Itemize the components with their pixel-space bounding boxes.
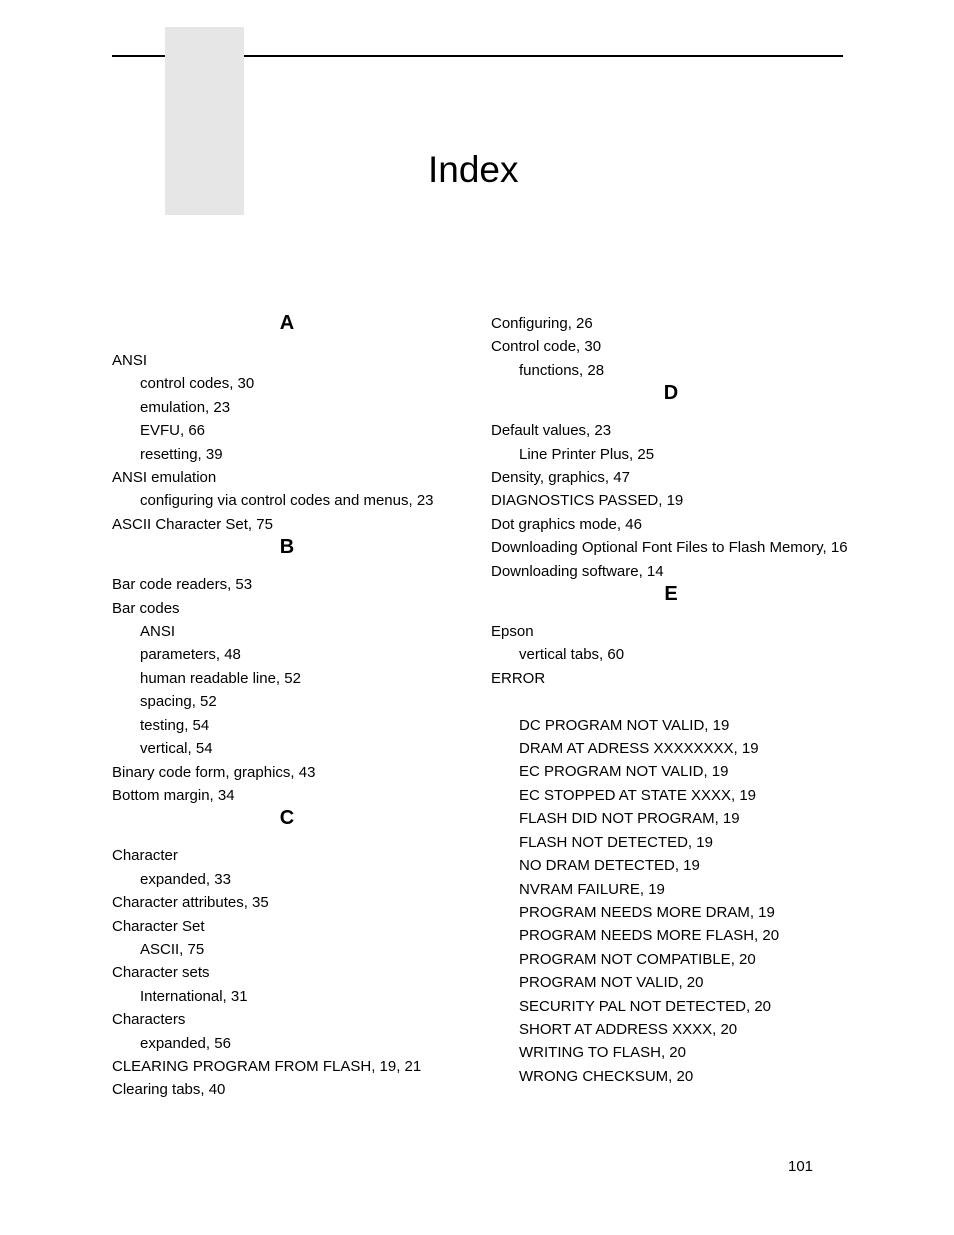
index-subentry: NVRAM FAILURE, 19 [519,880,665,898]
index-subentry: control codes, 30 [140,375,255,393]
index-entry: Character sets [112,964,210,982]
index-subentry: resetting, 39 [140,445,223,463]
index-entry: CLEARING PROGRAM FROM FLASH, 19, 21 [112,1057,422,1075]
index-subentry: NO DRAM DETECTED, 19 [519,857,700,875]
index-subentry: DC PROGRAM NOT VALID, 19 [519,716,730,734]
index-column-right [491,312,851,1088]
index-subentry: parameters, 48 [140,646,241,664]
index-entry: Bottom margin, 34 [112,786,235,804]
index-subentry: FLASH DID NOT PROGRAM, 19 [519,810,740,828]
index-entry: Epson [491,623,534,641]
index-subentry: DRAM AT ADRESS XXXXXXXX, 19 [519,740,759,758]
section-letter-a: A [279,312,295,334]
index-entry: Control code, 30 [491,338,602,356]
index-subentry: EC PROGRAM NOT VALID, 19 [519,763,729,781]
index-subentry: expanded, 33 [140,870,231,888]
index-entry: Configuring, 26 [491,315,593,332]
index-subentry: PROGRAM NEEDS MORE DRAM, 19 [519,903,775,921]
index-subentry: WRITING TO FLASH, 20 [519,1044,686,1062]
chapter-tab-block [165,27,244,215]
index-entry: Clearing tabs, 40 [112,1081,226,1099]
index-column-left [112,312,462,1102]
index-subentry: EC STOPPED AT STATE XXXX, 19 [519,786,757,804]
page-number: 101 [788,1158,814,1175]
index-entry: ASCII Character Set, 75 [112,515,273,533]
index-subentry: expanded, 56 [140,1034,231,1052]
index-entry: Dot graphics mode, 46 [491,515,642,533]
index-entry: ANSI emulation [112,469,217,487]
index-entry: Default values, 23 [491,422,612,440]
index-entry: Characters [112,1011,186,1029]
index-subentry: emulation, 23 [140,398,231,416]
index-entry: Binary code form, graphics, 43 [112,763,316,781]
header-rule-left [112,55,165,57]
index-subentry: PROGRAM NOT VALID, 20 [519,974,704,992]
index-subentry: International, 31 [140,987,248,1005]
index-subentry: configuring via control codes and menus, 23 [140,492,434,510]
index-subentry: EVFU, 66 [140,422,206,440]
index-subentry: SECURITY PAL NOT DETECTED, 20 [519,997,772,1015]
section-letter-b: B [279,536,295,559]
index-subentry: SHORT AT ADDRESS XXXX, 20 [519,1020,738,1038]
index-subentry: testing, 54 [140,716,210,734]
index-entry: Bar code readers, 53 [112,576,253,594]
index-subentry: ANSI [140,623,176,641]
page-title: Index [428,149,519,190]
header-rule-right [244,55,843,57]
index-entry: Downloading Optional Font Files to Flash Memory, 16 [491,539,848,557]
section-letter-d: D [663,382,679,405]
index-entry: Character attributes, 35 [112,894,269,912]
index-entry: Bar codes [112,599,180,617]
index-subentry: functions, 28 [519,361,605,379]
section-letter-e: E [664,583,678,606]
index-entry: Character Set [112,917,205,935]
index-subentry: vertical, 54 [140,740,213,758]
index-subentry: ASCII, 75 [140,940,205,958]
index-entry: ANSI [112,352,148,369]
index-subentry: PROGRAM NEEDS MORE FLASH, 20 [519,927,780,945]
index-entry: DIAGNOSTICS PASSED, 19 [491,492,684,510]
index-subentry: WRONG CHECKSUM, 20 [519,1067,694,1085]
index-subentry: human readable line, 52 [140,669,301,687]
index-subentry: FLASH NOT DETECTED, 19 [519,833,713,851]
index-subentry: Line Printer Plus, 25 [519,445,655,463]
index-subentry: PROGRAM NOT COMPATIBLE, 20 [519,950,756,968]
index-entry: Downloading software, 14 [491,562,664,580]
index-entry: Density, graphics, 47 [491,469,630,487]
section-letter-c: C [279,807,295,830]
index-subentry: vertical tabs, 60 [519,646,625,664]
index-subentry: spacing, 52 [140,693,217,711]
index-entry: ERROR [491,669,546,687]
index-entry: Character [112,847,178,865]
